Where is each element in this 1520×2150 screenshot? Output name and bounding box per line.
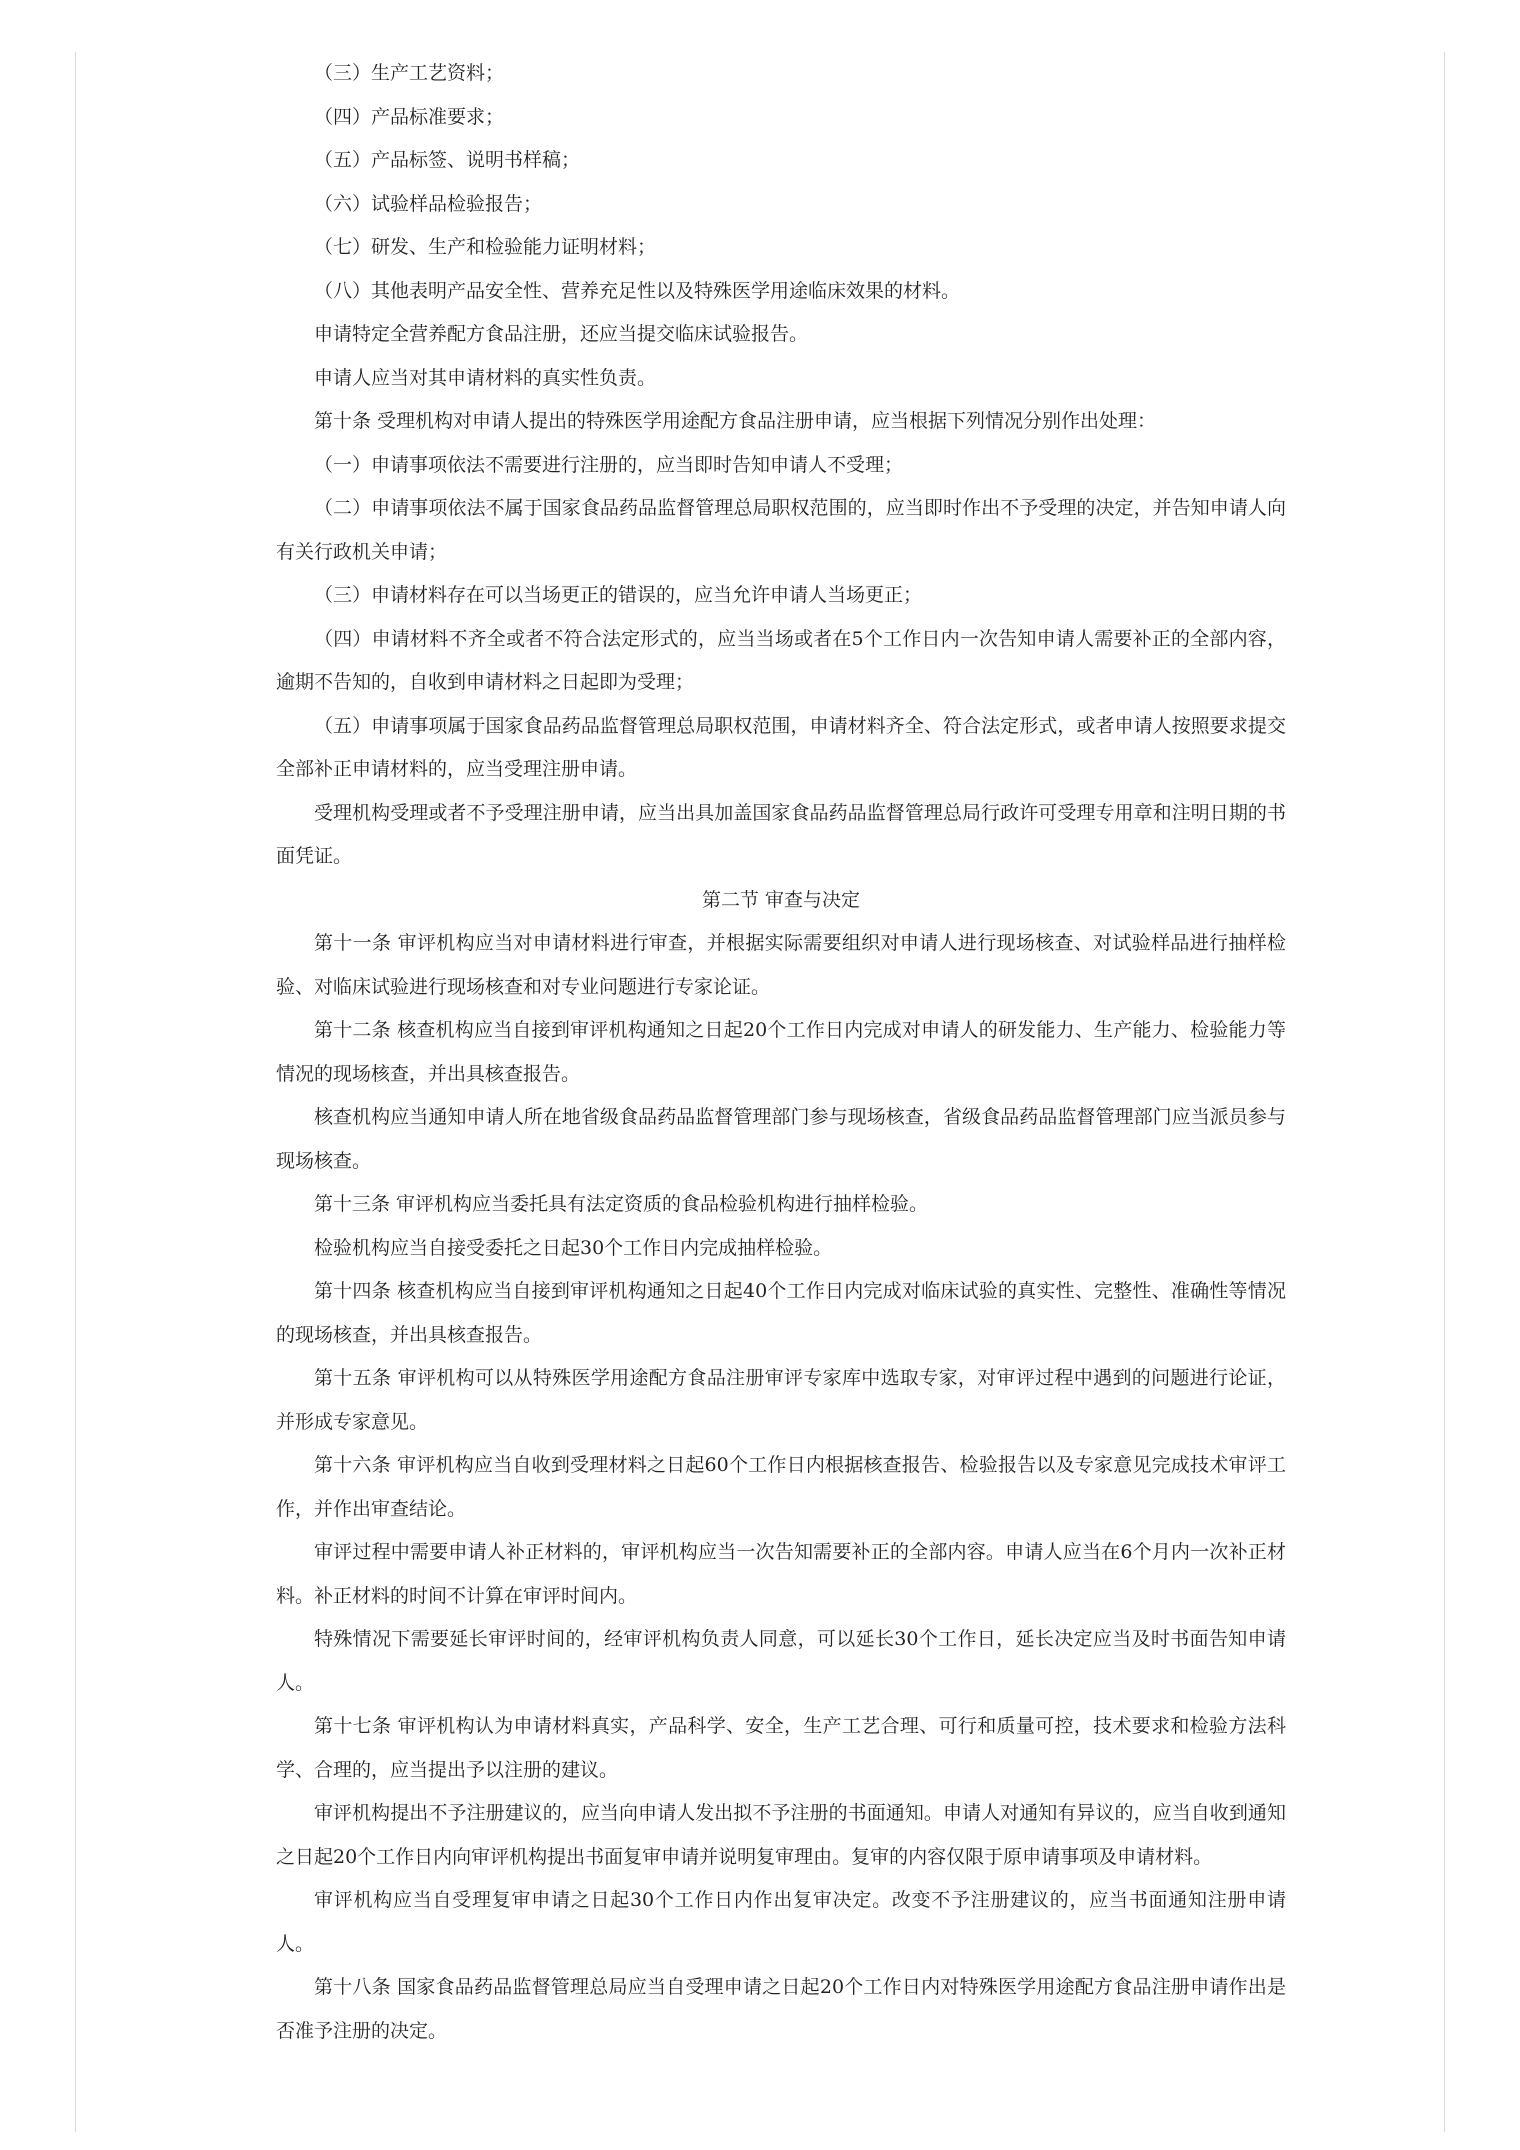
paragraph: （一）申请事项依法不需要进行注册的，应当即时告知申请人不受理； xyxy=(314,453,904,476)
paragraph: （五）产品标签、说明书样稿； xyxy=(314,149,581,171)
paragraph: （四）产品标准要求； xyxy=(314,105,505,128)
paragraph: 核查机构应当通知申请人所在地省级食品药品监督管理部门参与现场核查，省级食品药品监督管理部门应当派员参与现场核查。 xyxy=(276,1106,1286,1172)
paragraph: 第十八条 国家食品药品监督管理总局应当自受理申请之日起20个工作日内对特殊医学用途配方食品注册申请作出是否准予注册的决定。 xyxy=(276,1976,1286,2042)
paragraph: 审评过程中需要申请人补正材料的，审评机构应当一次告知需要补正的全部内容。申请人应当在6个月内一次补正材料。补正材料的时间不计算在审评时间内。 xyxy=(276,1541,1286,1607)
paragraph: （三）生产工艺资料； xyxy=(314,62,505,84)
paragraph: 第十七条 审评机构认为申请材料真实，产品科学、安全，生产工艺合理、可行和质量可控，技术要求和检验方法科学、合理的，应当提出予以注册的建议。 xyxy=(276,1715,1286,1781)
paragraph: 检验机构应当自接受委托之日起30个工作日内完成抽样检验。 xyxy=(314,1236,833,1259)
paragraph: （八）其他表明产品安全性、营养充足性以及特殊医学用途临床效果的材料。 xyxy=(314,279,961,302)
paragraph: 申请特定全营养配方食品注册，还应当提交临床试验报告。 xyxy=(314,323,809,345)
paragraph: 审评机构提出不予注册建议的，应当向申请人发出拟不予注册的书面通知。申请人对通知有异议的，应当自收到通知之日起20个工作日内向审评机构提出书面复审申请并说明复审理由。复审的内容仅限于原申请事项及申请材料。 xyxy=(276,1802,1286,1868)
paragraph: 第十条 受理机构对申请人提出的特殊医学用途配方食品注册申请，应当根据下列情况分别作出处理： xyxy=(314,410,1157,432)
page-border-left xyxy=(75,52,76,2132)
paragraph: （五）申请事项属于国家食品药品监督管理总局职权范围，申请材料齐全、符合法定形式，或者申请人按照要求提交全部补正申请材料的，应当受理注册申请。 xyxy=(276,714,1286,780)
paragraph: 第十四条 核查机构应当自接到审评机构通知之日起40个工作日内完成对临床试验的真实性、完整性、准确性等情况的现场核查，并出具核查报告。 xyxy=(276,1280,1286,1346)
paragraph: 审评机构应当自受理复审申请之日起30个工作日内作出复审决定。改变不予注册建议的，应当书面通知注册申请人。 xyxy=(276,1889,1286,1955)
paragraph: 受理机构受理或者不予受理注册申请，应当出具加盖国家食品药品监督管理总局行政许可受理专用章和注明日期的书面凭证。 xyxy=(276,801,1286,867)
paragraph: 第十三条 审评机构应当委托具有法定资质的食品检验机构进行抽样检验。 xyxy=(314,1193,929,1215)
paragraph: 第十二条 核查机构应当自接到审评机构通知之日起20个工作日内完成对申请人的研发能力、生产能力、检验能力等情况的现场核查，并出具核查报告。 xyxy=(276,1019,1286,1085)
paragraph: 申请人应当对其申请材料的真实性负责。 xyxy=(314,366,657,389)
document-body xyxy=(276,52,1286,2053)
paragraph: 第十六条 审评机构应当自收到受理材料之日起60个工作日内根据核查报告、检验报告以及专家意见完成技术审评工作，并作出审查结论。 xyxy=(276,1454,1286,1520)
paragraph: （二）申请事项依法不属于国家食品药品监督管理总局职权范围的，应当即时作出不予受理的决定，并告知申请人向有关行政机关申请； xyxy=(276,497,1286,563)
section-heading: 第二节 审查与决定 xyxy=(701,888,861,911)
page-border-right xyxy=(1444,52,1445,2132)
paragraph: （四）申请材料不齐全或者不符合法定形式的，应当当场或者在5个工作日内一次告知申请人需要补正的全部内容，逾期不告知的，自收到申请材料之日起即为受理； xyxy=(276,627,1286,693)
paragraph: 特殊情况下需要延长审评时间的，经审评机构负责人同意，可以延长30个工作日，延长决定应当及时书面告知申请人。 xyxy=(276,1628,1286,1694)
paragraph: （三）申请材料存在可以当场更正的错误的，应当允许申请人当场更正； xyxy=(314,584,923,606)
paragraph: 第十一条 审评机构应当对申请材料进行审查，并根据实际需要组织对申请人进行现场核查、对试验样品进行抽样检验、对临床试验进行现场核查和对专业问题进行专家论证。 xyxy=(276,932,1286,998)
paragraph: （七）研发、生产和检验能力证明材料； xyxy=(314,236,657,258)
paragraph: 第十五条 审评机构可以从特殊医学用途配方食品注册审评专家库中选取专家，对审评过程中遇到的问题进行论证，并形成专家意见。 xyxy=(276,1367,1286,1433)
paragraph: （六）试验样品检验报告； xyxy=(314,192,543,215)
